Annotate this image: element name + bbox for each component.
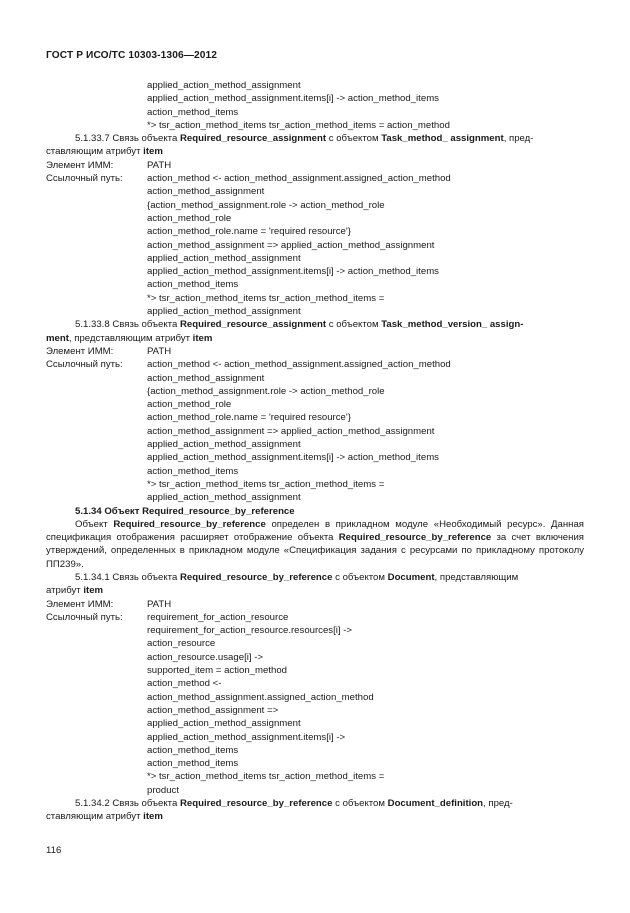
section-5-1-34 bbox=[46, 505, 584, 571]
path-line: *> tsr_action_method_items tsr_action_method_items = bbox=[147, 771, 385, 783]
section-5-1-34-1 bbox=[46, 571, 584, 797]
path-line: action_method_role bbox=[147, 212, 232, 224]
path-line: applied_action_method_assignment bbox=[147, 252, 301, 264]
section-heading: 5.1.33.8 Связь объекта Required_resource_assignment с объектом Task_method_version_ assign- bbox=[75, 319, 524, 331]
path-line: action_method_role.name = 'required resource'} bbox=[147, 412, 351, 424]
path-line: applied_action_method_assignment bbox=[147, 718, 301, 730]
section-heading: 5.1.33.7 Связь объекта Required_resource_assignment с объектом Task_method_ assignment, пред- bbox=[75, 133, 534, 145]
ref-path-row: Ссылочный путь: action_method <- action_method_assignment.assigned_action_method bbox=[46, 173, 451, 185]
path-line: {action_method_assignment.role -> action_method_role bbox=[147, 199, 385, 211]
path-line: *> tsr_action_method_items tsr_action_method_items = bbox=[147, 478, 385, 490]
path-line: applied_action_method_assignment bbox=[147, 306, 301, 318]
path-line: applied_action_method_assignment bbox=[147, 492, 301, 504]
ref-path-row: Ссылочный путь: requirement_for_action_resource bbox=[46, 611, 289, 623]
section-5-1-33-7 bbox=[46, 132, 584, 318]
ref-path-row: Ссылочный путь: action_method <- action_method_assignment.assigned_action_method bbox=[46, 359, 451, 371]
path-line: *> tsr_action_method_items tsr_action_method_items = action_method bbox=[147, 119, 450, 131]
path-line: action_method <- bbox=[147, 678, 222, 690]
imm-row: Элемент ИММ: PATH bbox=[46, 159, 172, 171]
section-5-1-34-2 bbox=[46, 797, 584, 824]
page-number: 116 bbox=[46, 845, 62, 856]
path-line: applied_action_method_assignment bbox=[147, 439, 301, 451]
path-line: action_resource.usage[i] -> bbox=[147, 651, 263, 663]
path-line: *> tsr_action_method_items tsr_action_method_items = bbox=[147, 292, 385, 304]
path-line: action_method_items bbox=[147, 744, 239, 756]
path-line: action_method_assignment => applied_action_method_assignment bbox=[147, 425, 435, 437]
section-5-1-33-8 bbox=[46, 318, 584, 504]
imm-row: Элемент ИММ: PATH bbox=[46, 345, 172, 357]
path-line: action_method_items bbox=[147, 106, 239, 118]
page-body bbox=[46, 79, 584, 824]
path-line: applied_action_method_assignment.items[i] -> action_method_items bbox=[147, 93, 439, 105]
section-heading: 5.1.34.1 Связь объекта Required_resource_by_reference с объектом Document, представляющим bbox=[75, 571, 519, 583]
path-line: applied_action_method_assignment.items[i] -> bbox=[147, 731, 346, 743]
path-line: supported_item = action_method bbox=[147, 665, 287, 677]
path-block-continued bbox=[46, 79, 584, 132]
section-heading-cont: ставляющим атрибут item bbox=[46, 146, 163, 158]
section-heading-cont: ставляющим атрибут item bbox=[46, 811, 163, 823]
path-line: action_method_assignment => applied_action_method_assignment bbox=[147, 239, 435, 251]
subsection-title: 5.1.34 Объект Required_resource_by_reference bbox=[75, 505, 295, 517]
path-line: action_method_assignment bbox=[147, 372, 265, 384]
section-heading-cont: атрибут item bbox=[46, 585, 104, 597]
path-line: applied_action_method_assignment.items[i] -> action_method_items bbox=[147, 452, 439, 464]
document-header: ГОСТ Р ИСО/ТС 10303-1306—2012 bbox=[46, 50, 218, 61]
path-line: product bbox=[147, 784, 179, 796]
path-line: {action_method_assignment.role -> action_method_role bbox=[147, 385, 385, 397]
section-heading: 5.1.34.2 Связь объекта Required_resource_by_reference с объектом Document_definition, пред- bbox=[75, 798, 513, 810]
path-line: action_method_items bbox=[147, 279, 239, 291]
path-line: requirement_for_action_resource.resources[i] -> bbox=[147, 625, 353, 637]
path-line: action_method_items bbox=[147, 465, 239, 477]
path-line: action_method_items bbox=[147, 758, 239, 770]
path-line: action_resource bbox=[147, 638, 216, 650]
path-line: action_method_role bbox=[147, 399, 232, 411]
section-heading-cont: ment, представляющим атрибут item bbox=[46, 332, 213, 344]
imm-row: Элемент ИММ: PATH bbox=[46, 598, 172, 610]
description-paragraph: Объект Required_resource_by_reference определен в прикладном модуле «Необходимый ресурс». Данная спецификация отображения расширяет отображение объекта Required_resource_by_reference за счет включения утверждений, определенных в прикладном модуле «Спецификация задания с ресурсами по прикладному протоколу ПП239». bbox=[46, 518, 584, 570]
path-line: action_method_assignment.assigned_action_method bbox=[147, 691, 374, 703]
path-line: action_method_assignment bbox=[147, 186, 265, 198]
path-line: applied_action_method_assignment.items[i] -> action_method_items bbox=[147, 266, 439, 278]
path-line: action_method_assignment => bbox=[147, 704, 279, 716]
path-line: applied_action_method_assignment bbox=[147, 80, 301, 91]
path-line: action_method_role.name = 'required resource'} bbox=[147, 226, 351, 238]
